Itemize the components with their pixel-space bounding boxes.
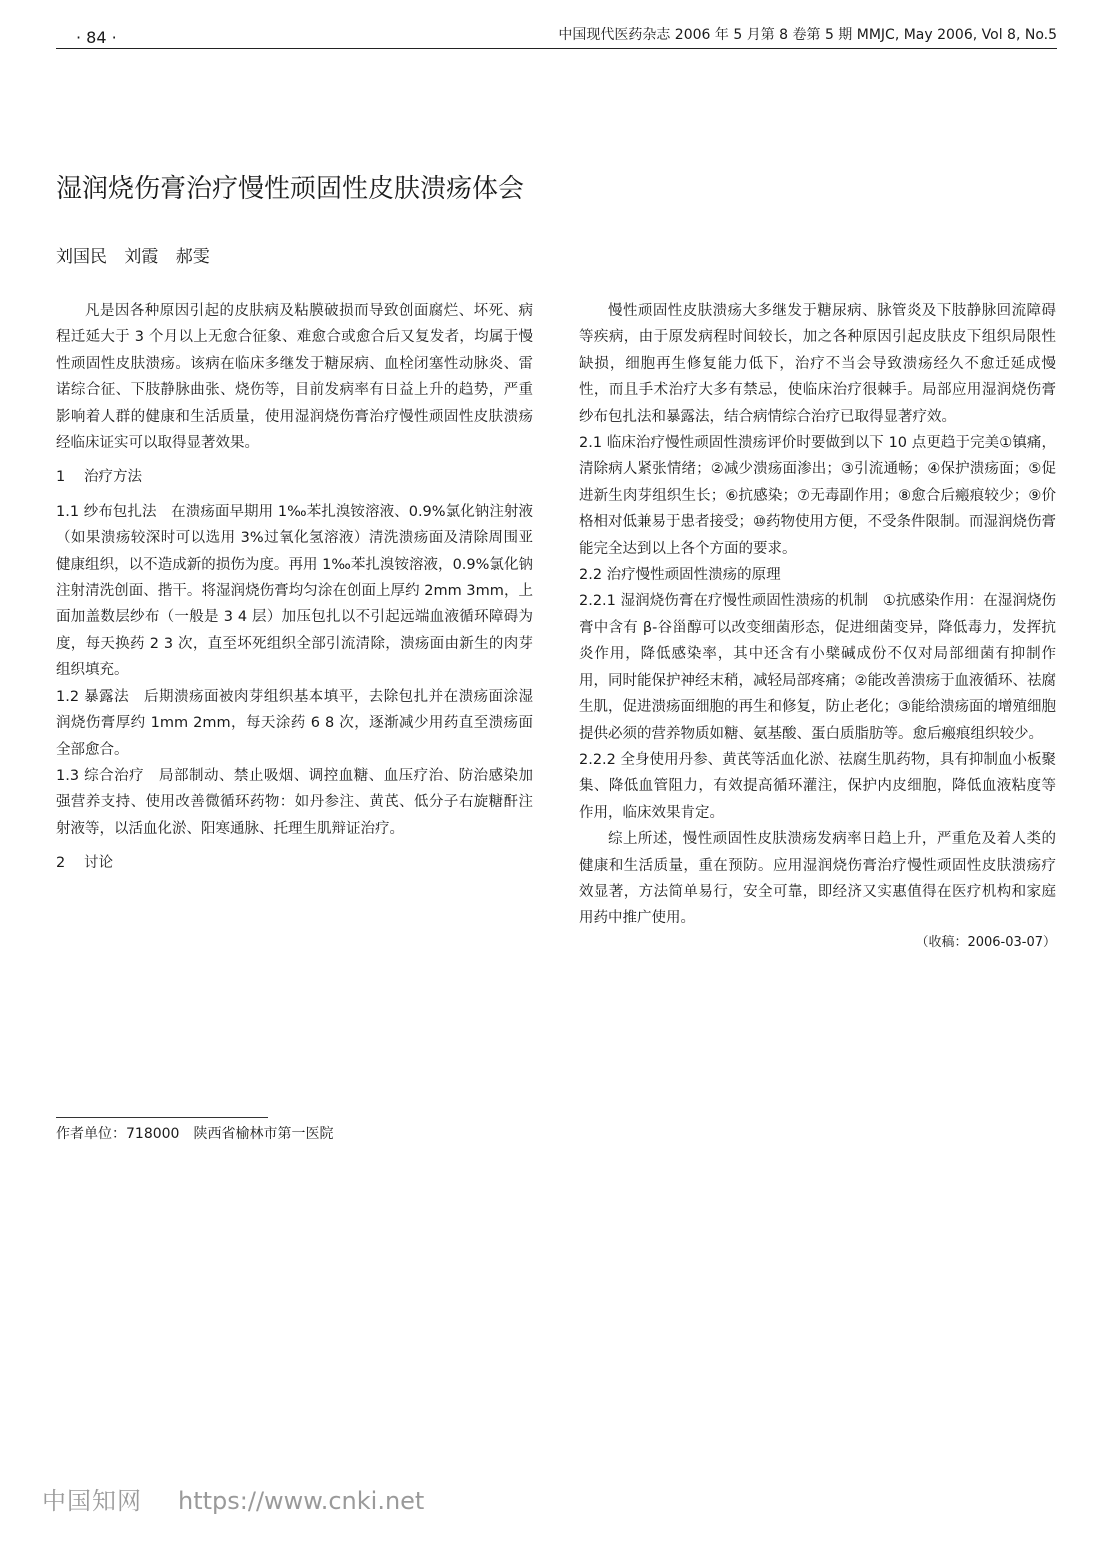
section-1-number: 1: [56, 469, 66, 486]
section-2-title: 讨论: [84, 855, 113, 872]
left-column: [56, 298, 533, 885]
discussion-paragraph: 慢性顽固性皮肤溃疡大多继发于糖尿病、脉管炎及下肢静脉回流障碍等疾病，由于原发病程时间较长，加之各种原因引起皮肤皮下组织局限性缺损，细胞再生修复能力低下，治疗不当会导致溃疡经久不愈迁延成慢性，而且手术治疗大多有禁忌，使临床治疗很棘手。局部应用湿润烧伤膏纱布包扎法和暴露法，结合病情综合治疗已取得显著疗效。: [579, 303, 1056, 425]
received-date: （收稿：2006-03-07）: [915, 934, 1056, 950]
intro-paragraph: 凡是因各种原因引起的皮肤病及粘膜破损而导致创面腐烂、坏死、病程迁延大于 3 个月以上无愈合征象、难愈合或愈合后又复发者，均属于慢性顽固性皮肤溃疡。该病在临床多继发于糖尿病、血栓闭塞性动脉炎、雷诺综合征、下肢静脉曲张、烧伤等，目前发病率有日益上升的趋势，严重影响着人群的健康和生活质量，使用湿润烧伤膏治疗慢性顽固性皮肤溃疡经临床证实可以取得显著效果。: [56, 303, 533, 452]
footnote-divider: [56, 1117, 268, 1118]
subsection-1-2: 1.2 暴露法 后期溃疡面被肉芽组织基本填平，去除包扎并在溃疡面涂湿润烧伤膏厚约 1mm 2mm，每天涂药 6 8 次，逐渐减少用药直至溃疡面全部愈合。: [56, 688, 533, 758]
page-number: · 84 ·: [76, 28, 117, 47]
section-1-heading: [56, 464, 533, 490]
subsection-2-2-heading: 2.2 治疗慢性顽固性溃疡的原理: [579, 567, 781, 584]
section-1-title: 治疗方法: [84, 469, 142, 486]
article-title: 湿润烧伤膏治疗慢性顽固性皮肤溃疡体会: [56, 174, 525, 204]
cnki-watermark: [42, 1481, 424, 1516]
cnki-logo-text: 中国知网: [42, 1487, 142, 1515]
header-divider: [56, 48, 1057, 49]
section-2-number: 2: [56, 855, 66, 872]
journal-running-header: 中国现代医药杂志 2006 年 5 月第 8 卷第 5 期 MMJC, May 2006, Vol 8, No.5: [558, 27, 1057, 43]
section-2-heading: [56, 850, 533, 876]
cnki-url: https://www.cnki.net: [178, 1487, 425, 1515]
conclusion-paragraph: 综上所述，慢性顽固性皮肤溃疡发病率日趋上升，严重危及着人类的健康和生活质量，重在预防。应用湿润烧伤膏治疗慢性顽固性皮肤溃疡疗效显著，方法简单易行，安全可靠，即经济又实惠值得在医疗机构和家庭用药中推广使用。: [579, 831, 1056, 927]
author-affiliation: 作者单位：718000 陕西省榆林市第一医院: [56, 1126, 334, 1142]
subsection-1-3: 1.3 综合治疗 局部制动、禁止吸烟、调控血糖、血压疗治、防治感染加强营养支持、使用改善微循环药物：如丹参注、黄芪、低分子右旋糖酐注射液等，以活血化淤、阳寒通脉、托理生肌辩证治疗。: [56, 767, 533, 837]
subsection-2-2-1: 2.2.1 湿润烧伤膏在疗慢性顽固性溃疡的机制 ①抗感染作用：在湿润烧伤膏中含有 β-谷甾醇可以改变细菌形态，促进细菌变异，降低毒力，发挥抗炎作用，降低感染率，其中还含有小檗碱成份不仅对局部细菌有抑制作用，同时能保护神经末稍，减轻局部疼痛；②能改善溃疡于血液循环、祛腐生肌，促进溃疡面细胞的再生和修复，防止老化；③能给溃疡面的增殖细胞提供必须的营养物质如糖、氨基酸、蛋白质脂肪等。愈后瘢痕组织较少。: [579, 593, 1056, 742]
subsection-2-1: 2.1 临床治疗慢性顽固性溃疡评价时要做到以下 10 点更趋于完美①镇痛，清除病人紧张情绪；②减少溃疡面渗出；③引流通畅；④保护溃疡面；⑤促进新生肉芽组织生长；⑥抗感染；⑦无毒副作用；⑧愈合后瘢痕较少；⑨价格相对低兼易于患者接受；⑩药物使用方便，不受条件限制。而湿润烧伤膏能完全达到以上各个方面的要求。: [579, 435, 1056, 557]
right-column: [579, 298, 1056, 954]
subsection-1-1: 1.1 纱布包扎法 在溃疡面早期用 1‰苯扎溴铵溶液、0.9%氯化钠注射液（如果溃疡较深时可以选用 3%过氧化氢溶液）清洗溃疡面及清除周围亚健康组织，以不造成新的损伤为度。再用 1‰苯扎溴铵溶液，0.9%氯化钠注射清洗创面、揩干。将湿润烧伤膏均匀涂在创面上厚约 2mm 3mm，上面加盖数层纱布（一般是 3 4 层）加压包扎以不引起远端血液循环障碍为度，每天换药 2 3 次，直至坏死组织全部引流清除，溃疡面由新生的肉芽组织填充。: [56, 503, 533, 679]
article-authors: 刘国民 刘霞 郝雯: [56, 247, 210, 267]
subsection-2-2-2: 2.2.2 全身使用丹参、黄芪等活血化淤、祛腐生肌药物，具有抑制血小板聚集、降低血管阻力，有效提高循环灌注，保护内皮细胞，降低血液粘度等作用，临床效果肯定。: [579, 751, 1056, 821]
